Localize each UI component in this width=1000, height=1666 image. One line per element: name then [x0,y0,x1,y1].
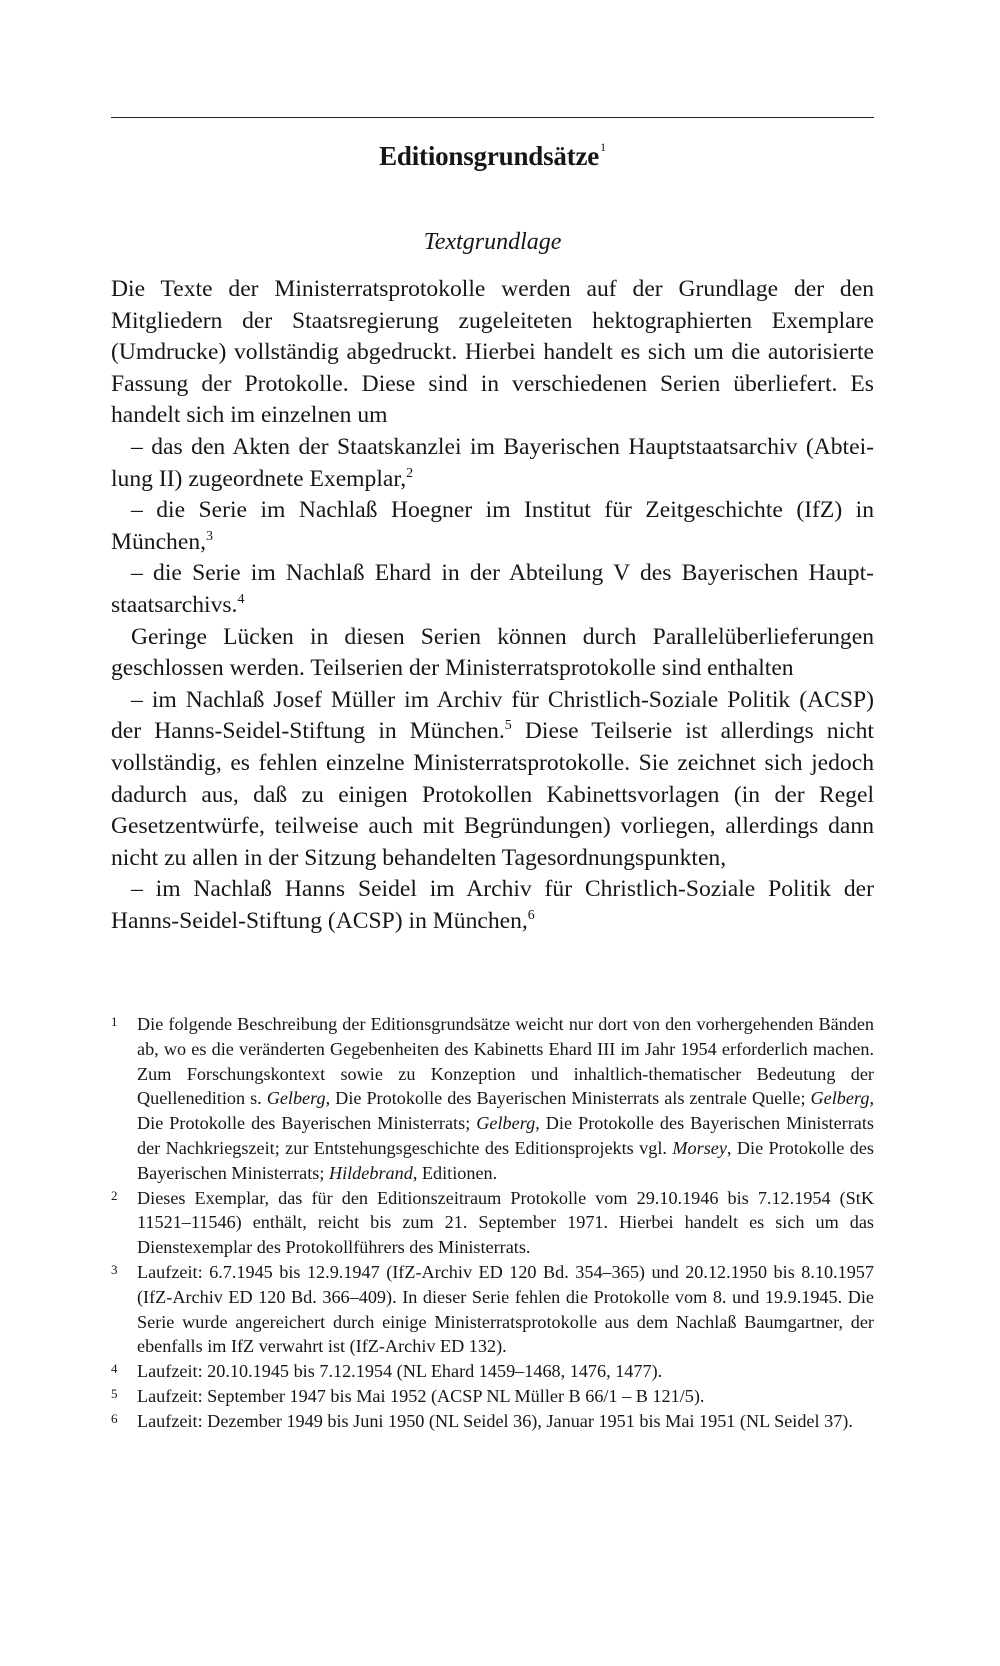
footnote-number: 2 [111,1187,118,1203]
footnote-text: Laufzeit: Dezember 1949 bis Juni 1950 (NL Seidel 36), Januar 1951 bis Mai 1951 (NL Seidel 37). [137,1410,853,1431]
section-subtitle: Textgrundlage [423,229,562,255]
footnote-1 [111,1012,874,1186]
body-text [111,274,874,937]
paragraph-intro: Die Texte der Ministerratsprotokolle werden auf der Grundlage der den Mitgliedern der Staatsregierung zugeleiteten hektographierten Exemplare (Umdrucke) vollständig abgedruckt. Hierbei handelt es sich um die autorisierte Fassung der Protokolle. Diese sind in verschiedenen Serien überliefert. Es handelt sich im einzelnen um [111,276,874,429]
list-item-staatskanzlei [111,432,874,495]
list-item-text: – im Nachlaß Hanns Seidel im Archiv für Christlich-Soziale Politik der Hanns-Seidel-Stiftung (ACSP) in München, [111,876,874,934]
list-item-text-continued: Diese Teilserie ist allerdings nicht vollständig, es fehlen einzelne Ministerratsprotokolle. Sie zeichnet sich jedoch dadurch aus, daß zu einigen Protokollen Kabinettsvorlagen (in der Regel Gesetzentwürfe, teilweise auch mit Begründungen) vorliegen, allerdings dann nicht zu allen in der Sitzung behandelten Tagesordnungspunkten, [111,718,874,871]
list-item-ehard [111,558,874,621]
list-item-mueller [111,685,874,875]
list-item-text: – im Nachlaß Josef Müller im Archiv für Christlich-Soziale Politik (ACSP) der Hanns-Seidel-Stiftung in München. [111,686,874,745]
page-title [111,140,874,172]
footnote-number: 4 [111,1361,118,1377]
footnote-text: , Die Protokolle des Bayerischen Ministerrats; [137,1088,874,1134]
footnote-text: , Die Protokolle des Bayerischen Ministerrats der Nachkriegszeit; zur Entstehungsgeschichte des Editionsprojekts vgl. [137,1113,874,1158]
footnote-2 [111,1186,874,1260]
author-name: Gelberg [810,1088,870,1109]
footnote-3 [111,1260,874,1359]
page-title-text: Editionsgrundsätze [379,141,600,171]
list-item-seidel [111,874,874,937]
footnote-mark-6[interactable]: 6 [527,907,535,923]
footnote-number: 3 [111,1261,118,1277]
footnote-text: Dieses Exemplar, das für den Editionszeitraum Protokolle vom 29.10.1946 bis 7.12.1954 (StK 11521–11546) enthält, reicht bis zum 21. September 1971. Hierbei handelt es sich um das Dienstexemplar des Protokollführers des Ministerrats. [137,1187,874,1258]
list-item-text: – die Serie im Nachlaß Ehard in der Abteilung V des Bayerischen Hauptstaatsarchivs. [111,560,874,618]
footnote-text: Laufzeit: September 1947 bis Mai 1952 (ACSP NL Müller B 66/1 – B 121/5). [137,1385,705,1406]
footnote-number: 1 [111,1014,118,1029]
list-item-text: – die Serie im Nachlaß Hoegner im Institut für Zeitgeschichte (IfZ) in München, [111,497,874,555]
author-name: Gelberg [266,1088,326,1109]
author-name: Gelberg [476,1113,536,1134]
paragraph-gaps: Geringe Lücken in diesen Serien können durch Parallelüberlieferungen geschlossen werden. Teilserien der Ministerratsprotokolle sind enthalten [111,623,874,682]
footnote-text: Die folgende Beschreibung der Editionsgrundsätze weicht nur dort von den vorhergehenden Bänden ab, wo es die veränderten Gegebenheiten des Kabinetts Ehard III im Jahr 1954 erforderlich machen. Zum Forschungskontext sowie zu Konzeption und inhaltlich-thematischer Bedeutung der Quellenedition s. [137,1014,874,1109]
footnote-number: 6 [111,1410,118,1426]
footnote-mark-2[interactable]: 2 [406,465,414,481]
footnote-6 [111,1409,874,1434]
title-footnote-mark[interactable]: 1 [600,140,606,154]
footnote-mark-3[interactable]: 3 [206,528,214,544]
footnote-text: , Die Protokolle des Bayerischen Ministerrats als zentrale Quelle; [325,1088,811,1109]
footnote-text: , Editionen. [412,1162,498,1183]
footnote-4 [111,1359,874,1384]
list-item-text: – das den Akten der Staatskanzlei im Bayerischen Hauptstaatsarchiv (Abteilung II) zugeordnete Exemplar, [111,433,874,492]
author-name: Morsey [672,1137,727,1158]
footnote-mark-5[interactable]: 5 [504,718,512,734]
footnotes [111,1012,874,1434]
footnote-text: , Die Protokolle des Bayerischen Ministerrats; [137,1137,874,1183]
footnote-text: Laufzeit: 20.10.1945 bis 7.12.1954 (NL Ehard 1459–1468, 1476, 1477). [137,1361,663,1382]
footnote-mark-4[interactable]: 4 [237,591,245,607]
footnote-number: 5 [111,1385,118,1401]
top-rule [111,117,874,118]
list-item-hoegner [111,495,874,558]
author-name: Hildebrand [328,1162,413,1183]
footnote-text: Laufzeit: 6.7.1945 bis 12.9.1947 (IfZ-Archiv ED 120 Bd. 354–365) und 20.12.1950 bis 8.10.1957 (IfZ-Archiv ED 120 Bd. 366–409). In dieser Serie fehlen die Protokolle vom 8. und 19.9.1945. Die Serie wurde angereichert durch einige Ministerratsprotokolle aus dem Nachlaß Baumgartner, der ebenfalls im IfZ verwahrt ist (IfZ-Archiv ED 132). [137,1261,874,1357]
footnote-5 [111,1384,874,1409]
